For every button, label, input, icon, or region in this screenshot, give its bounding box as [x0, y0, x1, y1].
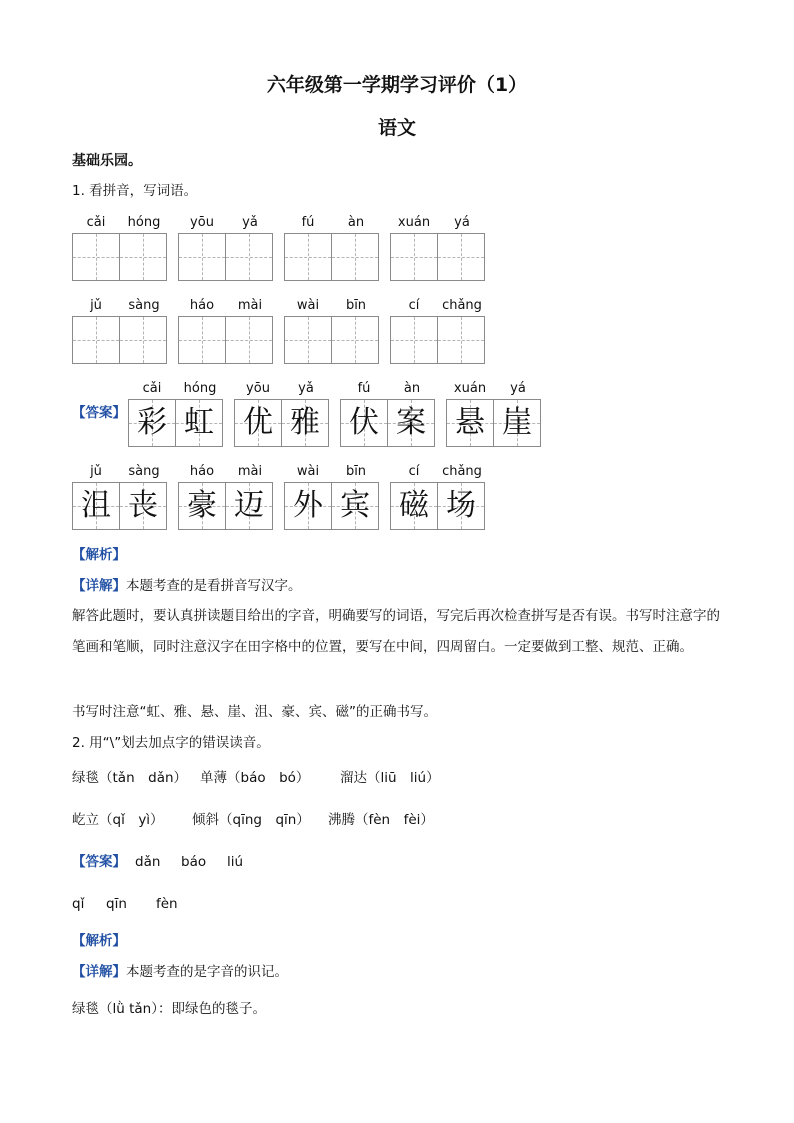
tianzige-box	[225, 482, 273, 530]
answer-character: 场	[446, 488, 476, 523]
tianzige-word-group	[72, 213, 168, 281]
pinyin-label: àn	[403, 381, 421, 396]
answer-character: 优	[243, 405, 273, 440]
tianzige-cell	[284, 213, 332, 281]
tianzige-cell	[390, 296, 438, 364]
tianzige-box[interactable]	[390, 233, 438, 281]
answer-character: 宾	[340, 488, 370, 523]
tianzige-cell	[120, 213, 168, 281]
question-2-options-line-2	[72, 811, 434, 829]
pinyin-label: fú	[301, 215, 315, 230]
answer-value: qīn	[106, 896, 127, 912]
tianzige-box	[178, 482, 226, 530]
tianzige-box[interactable]	[119, 316, 167, 364]
pinyin-label: bīn	[345, 298, 367, 313]
answer-character: 案	[396, 405, 426, 440]
tianzige-cell	[438, 296, 486, 364]
option-item: 单薄（báo bó）	[200, 770, 310, 786]
answer-character: 外	[293, 488, 323, 523]
tianzige-box[interactable]	[72, 233, 120, 281]
tianzige-cell	[178, 296, 226, 364]
tianzige-box[interactable]	[119, 233, 167, 281]
explanation-paragraph: 解答此题时，要认真拼读题目给出的字音，明确要写的词语，写完后再次检查拼写是否有误。书写时注意字的笔画和笔顺，同时注意汉字在田字格中的位置，要写在中间，四周留白。一定要做到工整、规范、正确。	[72, 608, 720, 655]
question-2-answer-line-2	[72, 895, 178, 913]
pinyin-label: hóng	[183, 381, 217, 396]
pinyin-label: hóng	[127, 215, 161, 230]
analysis-label: 【解析】	[72, 933, 126, 949]
tianzige-cell	[340, 379, 388, 447]
tianzige-cell	[332, 462, 380, 530]
pinyin-label: yōu	[246, 381, 270, 396]
tianzige-box[interactable]	[178, 316, 226, 364]
pinyin-label: mài	[237, 298, 263, 313]
answer-character: 丧	[128, 488, 158, 523]
detail-label: 【详解】	[72, 964, 126, 980]
tianzige-box	[331, 482, 379, 530]
tianzige-cell	[72, 213, 120, 281]
tianzige-cell	[284, 462, 332, 530]
analysis-label: 【解析】	[72, 547, 126, 563]
pinyin-label: háo	[189, 298, 215, 313]
tianzige-cell	[438, 213, 486, 281]
answer-character: 沮	[81, 488, 111, 523]
tianzige-box	[437, 482, 485, 530]
detail-text: 本题考查的是字音的识记。	[126, 964, 288, 980]
tianzige-cell	[226, 462, 274, 530]
tianzige-box	[128, 399, 176, 447]
answer-value: qǐ	[72, 896, 85, 912]
answer-character: 伏	[349, 405, 379, 440]
pinyin-label: sàng	[128, 298, 160, 313]
writing-note: 书写时注意“虹、雅、悬、崖、沮、豪、宾、磁”的正确书写。	[72, 704, 437, 720]
pinyin-label: yǎ	[298, 381, 314, 396]
tianzige-box	[387, 399, 435, 447]
answer-value: fèn	[156, 896, 178, 912]
question-2-answer-line-1	[72, 853, 243, 871]
tianzige-box[interactable]	[437, 233, 485, 281]
tianzige-cell	[226, 296, 274, 364]
answer-character: 虹	[184, 405, 214, 440]
section-title: 基础乐园。	[72, 153, 142, 169]
detail-line	[72, 963, 288, 981]
pinyin-label: yá	[454, 215, 470, 230]
tianzige-box[interactable]	[331, 233, 379, 281]
tianzige-cell	[176, 379, 224, 447]
tianzige-box	[493, 399, 541, 447]
tianzige-cell	[284, 296, 332, 364]
answer-character: 磁	[399, 488, 429, 523]
pinyin-label: mài	[237, 464, 263, 479]
tianzige-cell	[178, 213, 226, 281]
page-title: 六年级第一学期学习评价（1）	[266, 74, 528, 96]
tianzige-box	[446, 399, 494, 447]
tianzige-cell	[446, 379, 494, 447]
tianzige-cell	[282, 379, 330, 447]
pinyin-label: cǎi	[86, 215, 106, 230]
tianzige-box	[72, 482, 120, 530]
pinyin-label: chǎng	[442, 464, 482, 479]
answer-character: 悬	[455, 405, 485, 440]
option-item: 沸腾（fèn fèi）	[328, 812, 434, 828]
tianzige-word-group	[390, 213, 486, 281]
pinyin-label: yǎ	[242, 215, 258, 230]
answer-character: 豪	[187, 488, 217, 523]
tianzige-box[interactable]	[225, 316, 273, 364]
answer-value: liú	[227, 854, 244, 870]
tianzige-cell	[438, 462, 486, 530]
tianzige-cell	[120, 296, 168, 364]
tianzige-word-group	[72, 296, 168, 364]
pinyin-label: fú	[357, 381, 371, 396]
tianzige-word-group	[284, 296, 380, 364]
tianzige-box[interactable]	[284, 316, 332, 364]
question-2-prompt: 2. 用“\”划去加点字的错误读音。	[72, 735, 270, 751]
tianzige-box[interactable]	[437, 316, 485, 364]
tianzige-box[interactable]	[72, 316, 120, 364]
pinyin-label: wài	[296, 464, 320, 479]
tianzige-word-group	[178, 213, 274, 281]
pinyin-label: sàng	[128, 464, 160, 479]
tianzige-word-group	[340, 379, 436, 447]
tianzige-box	[234, 399, 282, 447]
pinyin-label: xuán	[453, 381, 487, 396]
tianzige-word-group	[234, 379, 330, 447]
tianzige-box	[340, 399, 388, 447]
tianzige-cell	[390, 213, 438, 281]
tianzige-word-group	[72, 462, 168, 530]
tianzige-word-group	[390, 296, 486, 364]
tianzige-box[interactable]	[331, 316, 379, 364]
answer-character: 彩	[137, 405, 167, 440]
pinyin-label: cí	[408, 464, 420, 479]
detail-text: 本题考查的是看拼音写汉字。	[126, 578, 302, 594]
tianzige-word-group	[178, 296, 274, 364]
pinyin-label: bīn	[345, 464, 367, 479]
tianzige-cell	[234, 379, 282, 447]
pinyin-label: xuán	[397, 215, 431, 230]
answer-character: 雅	[290, 405, 320, 440]
tianzige-word-group	[128, 379, 224, 447]
answer-value: báo	[181, 854, 207, 870]
tianzige-word-group	[390, 462, 486, 530]
answer-character: 迈	[234, 488, 264, 523]
detail-line	[72, 577, 302, 595]
pinyin-label: chǎng	[442, 298, 482, 313]
tianzige-cell	[178, 462, 226, 530]
tianzige-box[interactable]	[178, 233, 226, 281]
subject-title: 语文	[377, 117, 416, 139]
tianzige-cell	[226, 213, 274, 281]
answer-value: dǎn	[135, 854, 161, 870]
answer-character: 崖	[502, 405, 532, 440]
pinyin-label: wài	[296, 298, 320, 313]
tianzige-cell	[120, 462, 168, 530]
option-item: 溜达（liū liú）	[340, 770, 440, 786]
tianzige-word-group	[446, 379, 542, 447]
answer-label: 【答案】	[72, 405, 126, 421]
pinyin-label: jǔ	[90, 298, 102, 313]
definition-line: 绿毯（lǜ tǎn）：即绿色的毯子。	[72, 1001, 266, 1017]
tianzige-cell	[72, 296, 120, 364]
tianzige-box	[175, 399, 223, 447]
option-item: 绿毯（tǎn dǎn）	[72, 770, 188, 786]
tianzige-box	[281, 399, 329, 447]
pinyin-label: cǎi	[142, 381, 162, 396]
tianzige-box	[284, 482, 332, 530]
tianzige-cell	[388, 379, 436, 447]
pinyin-label: yōu	[190, 215, 214, 230]
tianzige-word-group	[284, 213, 380, 281]
tianzige-cell	[332, 296, 380, 364]
pinyin-label: àn	[347, 215, 365, 230]
tianzige-cell	[390, 462, 438, 530]
pinyin-label: háo	[189, 464, 215, 479]
tianzige-cell	[332, 213, 380, 281]
pinyin-label: cí	[408, 298, 420, 313]
tianzige-cell	[494, 379, 542, 447]
answer-label: 【答案】	[72, 854, 126, 870]
tianzige-box	[390, 482, 438, 530]
tianzige-box	[119, 482, 167, 530]
pinyin-label: jǔ	[90, 464, 102, 479]
pinyin-label: yá	[510, 381, 526, 396]
tianzige-word-group	[178, 462, 274, 530]
question-2-options-line-1	[72, 769, 440, 787]
tianzige-cell	[72, 462, 120, 530]
tianzige-box[interactable]	[225, 233, 273, 281]
tianzige-cell	[128, 379, 176, 447]
option-item: 倾斜（qīng qīn）	[192, 812, 310, 828]
tianzige-box[interactable]	[390, 316, 438, 364]
detail-label: 【详解】	[72, 578, 126, 594]
tianzige-box[interactable]	[284, 233, 332, 281]
question-1-prompt: 1. 看拼音，写词语。	[72, 183, 198, 199]
tianzige-word-group	[284, 462, 380, 530]
option-item: 屹立（qǐ yì）	[72, 812, 164, 828]
